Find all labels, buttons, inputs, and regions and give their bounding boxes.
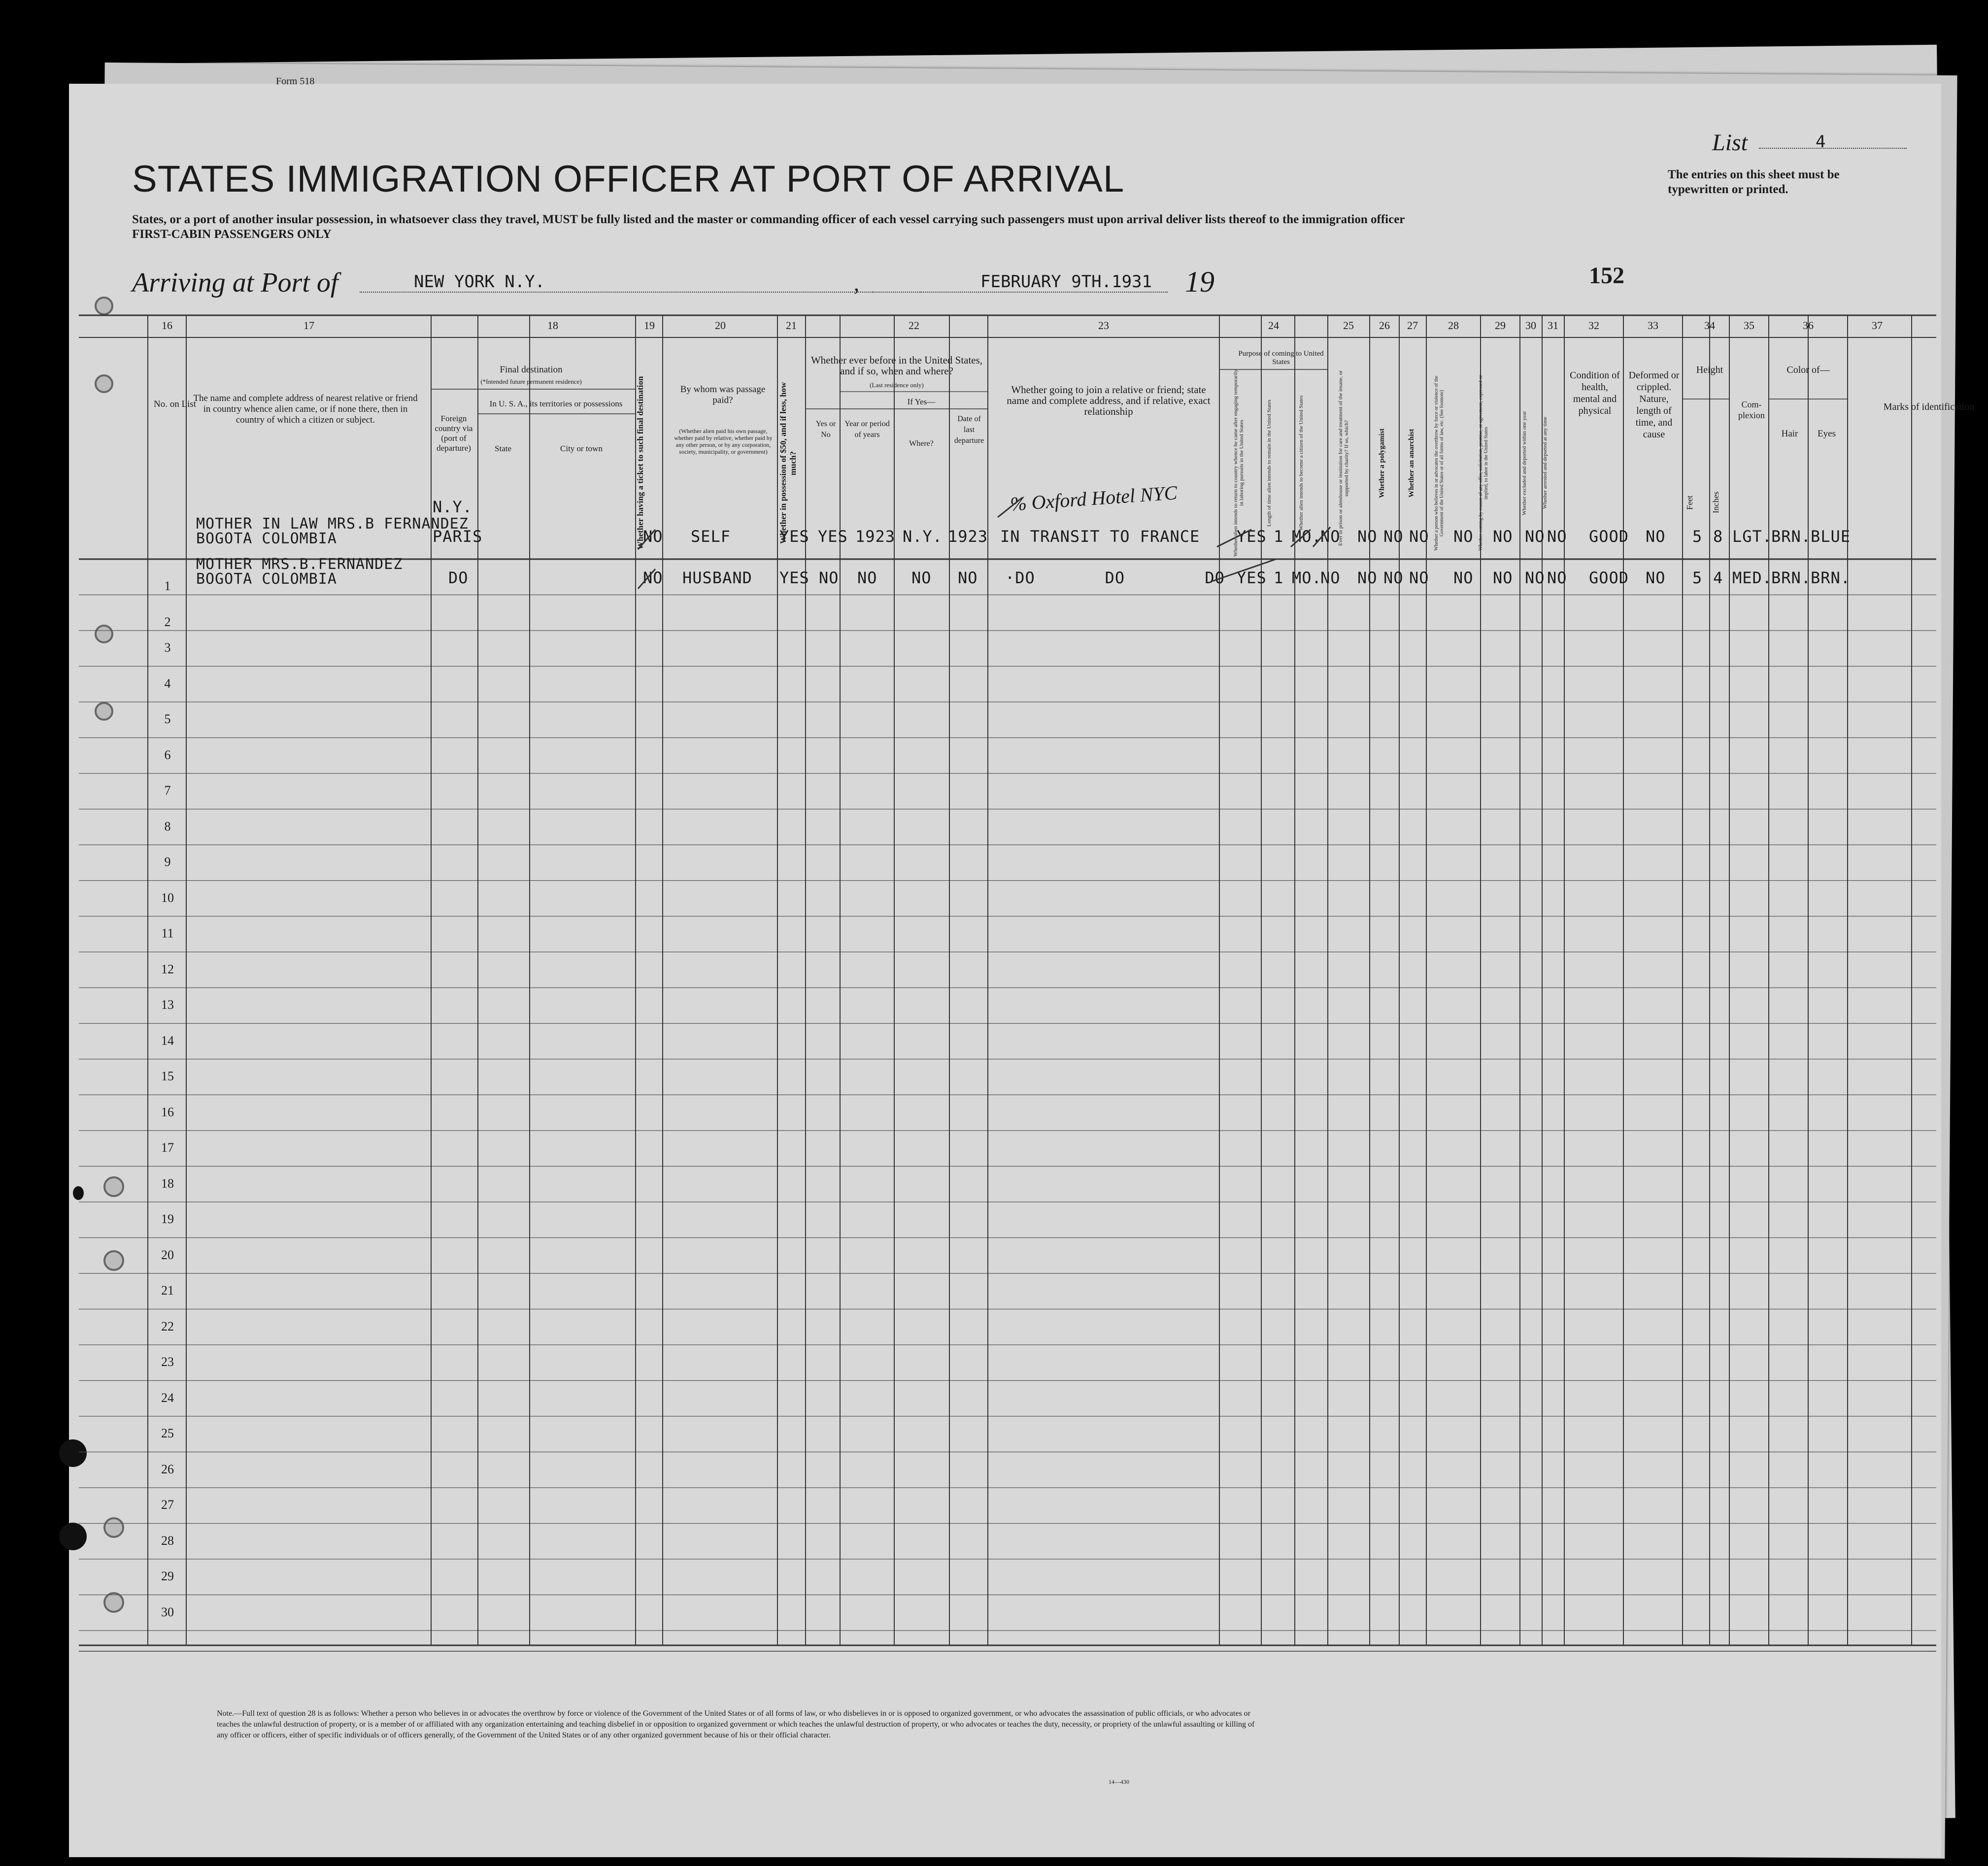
- column-number: 36: [1803, 319, 1814, 332]
- joining: IN TRANSIT TO FRANCE: [1000, 527, 1200, 546]
- complexion: MED.: [1732, 568, 1773, 587]
- fifty-dollars: YES: [779, 568, 809, 587]
- ticket: NO: [643, 568, 663, 587]
- footnote: Note.—Full text of question 28 is as follows: Whether a person who believes in or advocates the overthrow by force or violence of the Government of the United States or of all forms of law, or who disbelieves in or is opposed to organized government, or who advocates the assassination of public officials, or who advocates or teaches the unlawful destruction of property, or is a member of or affiliated with any organization entertaining and teaching disbelief in or opposition to organized government or which teaches the unlawful destruction of property, or who advocates or teaches the duty, necessity, or propriety of the unlawful assaulting or killing of any officer or officers, either of specific individuals or of officers generally, of the Government of the United States or of any other organized government because of his or their official character.: [217, 1709, 1255, 1739]
- column-number: 22: [909, 319, 919, 332]
- port-value: NEW YORK N.Y.: [414, 272, 545, 292]
- row-number: 27: [161, 1498, 174, 1512]
- manifest-sheet: [69, 76, 1975, 1857]
- prison: NO: [1357, 527, 1378, 546]
- length-number: 1: [1274, 568, 1284, 587]
- header-passage-note: (Whether alien paid his own passage, whether paid by relative, whether paid by any other person, or by any corporation, society, municipality, or government): [674, 428, 773, 455]
- row-number: 14: [161, 1033, 174, 1048]
- row-number: 10: [161, 890, 174, 905]
- relative-name: MOTHER IN LAW MRS.B FERNANDEZ: [196, 515, 469, 533]
- column-number: 28: [1448, 319, 1459, 332]
- before-in-us: NO: [819, 568, 839, 587]
- intends-return: YES: [1237, 568, 1267, 587]
- column-number: 25: [1343, 319, 1354, 332]
- foreign-port: PARIS: [433, 527, 483, 546]
- passage-paid: SELF: [691, 527, 731, 546]
- relative-address: BOGOTA COLOMBIA: [196, 530, 337, 547]
- row-number: 13: [161, 998, 174, 1012]
- header-excluded-deported: Whether excluded and deported within one year: [1521, 411, 1527, 515]
- header-purpose: Purpose of coming to United States: [1238, 350, 1324, 366]
- header-year: Year or period of years: [844, 420, 890, 439]
- column-number: 37: [1872, 319, 1883, 332]
- header-foreign-country: Foreign country via (port of departure): [435, 414, 473, 453]
- deformed: NO: [1646, 527, 1666, 546]
- anarchist: NO: [1409, 527, 1429, 546]
- row-number: 8: [164, 819, 171, 833]
- column-number: 23: [1098, 319, 1109, 332]
- question-29: NO: [1493, 568, 1513, 587]
- eye-color: BRN.: [1811, 568, 1851, 587]
- header-eyes: Eyes: [1818, 429, 1836, 439]
- hair-color: BRN.: [1771, 527, 1812, 546]
- column-number: 24: [1268, 319, 1279, 332]
- class-line: FIRST-CABIN PASSENGERS ONLY: [132, 228, 332, 241]
- height-inches: 8: [1713, 527, 1723, 546]
- header-health: Condition of health, mental and physical: [1570, 370, 1620, 416]
- header-feet: Feet: [1685, 495, 1694, 510]
- header-offer-labor: Whether coming by reason of any offer, solicitation, promise, or agreement, expressed or implied, to labor in the United States: [1478, 375, 1489, 551]
- question-31: NO: [1547, 568, 1567, 587]
- row-number: 2: [164, 614, 171, 629]
- header-joining-relative: Whether going to join a relative or friend; state name and complete address, and if relative, exact relationship: [1007, 384, 1211, 417]
- row-number: 5: [164, 712, 171, 726]
- height-inches: 4: [1713, 568, 1723, 587]
- column-number: 32: [1588, 319, 1599, 332]
- polygamist: NO: [1383, 568, 1404, 587]
- header-complexion: Com-plexion: [1738, 400, 1765, 420]
- length-unit: MO.: [1292, 527, 1322, 546]
- length-number: 1: [1274, 527, 1284, 546]
- question-30: NO: [1525, 568, 1545, 587]
- header-intends-citizen: Whether alien intends to become a citizen of the United States: [1298, 395, 1304, 531]
- row-number: 9: [164, 855, 171, 869]
- header-polygamist: Whether a polygamist: [1378, 428, 1386, 498]
- column-number: 16: [162, 319, 172, 332]
- header-final-destination-note: (*Intended future permanent residence): [480, 378, 582, 385]
- intends-citizen: NO: [1320, 568, 1341, 587]
- row-number: 4: [164, 676, 171, 691]
- question-30: NO: [1525, 527, 1545, 546]
- question-31: NO: [1547, 527, 1567, 546]
- row-number: 26: [161, 1462, 174, 1476]
- header-relative: The name and complete address of nearest relative or friend in country whence alien came, or if none there, then in country of which a citizen or subject.: [193, 393, 418, 425]
- foreign-port-line1: N.Y.: [433, 498, 473, 516]
- header-prison: Ever in prison or almshouse or institution for care and treatment of the insane, or supported by charity? If so, which?: [1338, 370, 1349, 546]
- header-marks: Marks of identification: [1883, 401, 1975, 412]
- header-fifty-dollars: Whether in possession of $50, and if less, how much?: [778, 382, 798, 544]
- year-prefix: 19: [1185, 266, 1214, 298]
- date-departure: 1923: [948, 527, 988, 546]
- row-number: 21: [161, 1283, 174, 1298]
- comma: ,: [854, 271, 859, 296]
- header-before-note: (Last residence only): [870, 381, 924, 389]
- header-arrested-deported: Whether arrested and deported at any time: [1542, 417, 1548, 509]
- list-number: 4: [1816, 132, 1826, 152]
- hair-color: BRN.: [1771, 568, 1812, 587]
- column-number: 19: [644, 319, 655, 332]
- form-code: 14—430: [1109, 1778, 1129, 1785]
- height-feet: 5: [1692, 568, 1703, 587]
- arriving-label: Arriving at Port of: [132, 267, 338, 298]
- column-number: 30: [1525, 319, 1536, 332]
- where-in-us: N.Y.: [903, 527, 943, 546]
- header-intends-return: Whether alien intends to return to country whence he came after engaging temporarily in laboring pursuits in the United States: [1233, 369, 1245, 557]
- intends-citizen: NO: [1320, 527, 1341, 546]
- joining: ·DO DO DO: [1005, 568, 1225, 587]
- question-28: NO: [1453, 568, 1474, 587]
- handwritten-address: % Oxford Hotel NYC: [1009, 481, 1178, 515]
- row-number: 6: [164, 747, 171, 762]
- header-date-departure: Date of last departure: [954, 415, 984, 445]
- column-number: 21: [786, 319, 797, 332]
- year-in-us: 1923: [855, 527, 896, 546]
- prison: NO: [1357, 568, 1378, 587]
- header-height: Height: [1696, 365, 1723, 375]
- header-hair: Hair: [1781, 429, 1798, 439]
- column-number: 18: [547, 319, 558, 332]
- column-number: 26: [1379, 319, 1390, 332]
- polygamist: NO: [1383, 527, 1404, 546]
- header-length-of-time: Length of time alien intends to remain in the United States: [1266, 400, 1272, 527]
- column-number: 35: [1744, 319, 1754, 332]
- row-number: 22: [161, 1319, 174, 1333]
- header-ticket: Whether having a ticket to such final destination: [636, 376, 645, 550]
- health: GOOD: [1589, 568, 1629, 587]
- header-inches: Inches: [1711, 491, 1720, 514]
- header-if-yes: If Yes—: [907, 397, 936, 406]
- row-number: 17: [161, 1140, 174, 1155]
- row-number: 18: [161, 1176, 174, 1191]
- row-number: 25: [161, 1426, 174, 1440]
- height-feet: 5: [1692, 527, 1703, 546]
- header-city: City or town: [560, 444, 603, 453]
- row-number: 1: [164, 579, 171, 593]
- anarchist: NO: [1409, 568, 1429, 587]
- header-deformed: Deformed or crippled. Nature, length of time, and cause: [1628, 370, 1680, 440]
- instruction-text: States, or a port of another insular possession, in whatsoever class they travel, MUST be fully listed and the master or commanding officer of each vessel carrying such passengers must upon arrival deliver lists thereof to the immigration officer: [132, 213, 1405, 226]
- header-final-destination: Final destination: [500, 365, 563, 375]
- row-number: 23: [161, 1355, 174, 1369]
- form-number: Form 518: [276, 76, 315, 87]
- relative-address: BOGOTA COLOMBIA: [196, 570, 337, 588]
- year-in-us: NO: [857, 568, 877, 587]
- complexion: LGT.: [1732, 527, 1773, 546]
- row-number: 15: [161, 1069, 174, 1083]
- header-passage-paid: By whom was passage paid?: [680, 384, 766, 405]
- list-label: List: [1712, 130, 1748, 156]
- header-color-of: Color of—: [1786, 365, 1830, 375]
- row-number: 12: [161, 962, 174, 976]
- row-number: 28: [161, 1533, 174, 1548]
- header-yes-or-no: Yes or No: [815, 420, 836, 439]
- row-number: 30: [161, 1604, 174, 1619]
- column-number: 17: [303, 319, 314, 332]
- header-before-in-us: Whether ever before in the United States, and if so, when and where?: [810, 354, 983, 377]
- column-number: 31: [1548, 319, 1558, 332]
- question-29: NO: [1493, 527, 1513, 546]
- foreign-port: DO: [448, 568, 469, 587]
- row-number: 16: [161, 1104, 174, 1119]
- row-number: 29: [161, 1569, 174, 1583]
- fifty-dollars: YES: [779, 527, 809, 546]
- date-departure: NO: [958, 568, 978, 587]
- entries-note: The entries on this sheet must be typewritten or printed.: [1668, 168, 1840, 196]
- date-value: FEBRUARY 9TH.1931: [980, 272, 1152, 292]
- column-number: 27: [1407, 319, 1418, 332]
- intends-return: YES: [1237, 527, 1267, 546]
- deformed: NO: [1646, 568, 1666, 587]
- eye-color: BLUE: [1811, 527, 1851, 546]
- page-title: STATES IMMIGRATION OFFICER AT PORT OF ARRIVAL: [132, 158, 1125, 200]
- row-number: 7: [164, 783, 171, 798]
- header-state: State: [495, 444, 511, 453]
- header-where: Where?: [909, 439, 934, 448]
- column-number: 20: [715, 319, 726, 332]
- row-number: 24: [161, 1390, 174, 1405]
- ticket: NO: [643, 527, 663, 546]
- where-in-us: NO: [911, 568, 932, 587]
- question-28: NO: [1453, 527, 1474, 546]
- column-number: 29: [1495, 319, 1506, 332]
- health: GOOD: [1589, 527, 1629, 546]
- passage-paid: HUSBAND: [682, 568, 752, 587]
- header-no-on-list: No. on List: [153, 399, 197, 409]
- header-anarchist: Whether an anarchist: [1408, 429, 1415, 498]
- row-number: 20: [161, 1247, 174, 1262]
- before-in-us: YES: [818, 527, 848, 546]
- table-grid: [69, 84, 1941, 1857]
- header-overthrow: Whether a person who believes in or advocates the overthrow by force or violence of the Government of the United States or of all forms of law, etc. (See footnote): [1434, 375, 1445, 551]
- header-in-usa: In U. S. A., its territories or possessions: [489, 399, 623, 408]
- row-number: 19: [161, 1212, 174, 1226]
- sheet-stamp: 152: [1589, 263, 1624, 289]
- row-number: 3: [164, 640, 171, 655]
- column-number: 34: [1704, 319, 1715, 332]
- length-unit: MO.: [1292, 568, 1322, 587]
- column-number: 33: [1648, 319, 1658, 332]
- row-number: 11: [161, 926, 174, 940]
- relative-name: MOTHER MRS.B.FERNANDEZ: [196, 556, 403, 573]
